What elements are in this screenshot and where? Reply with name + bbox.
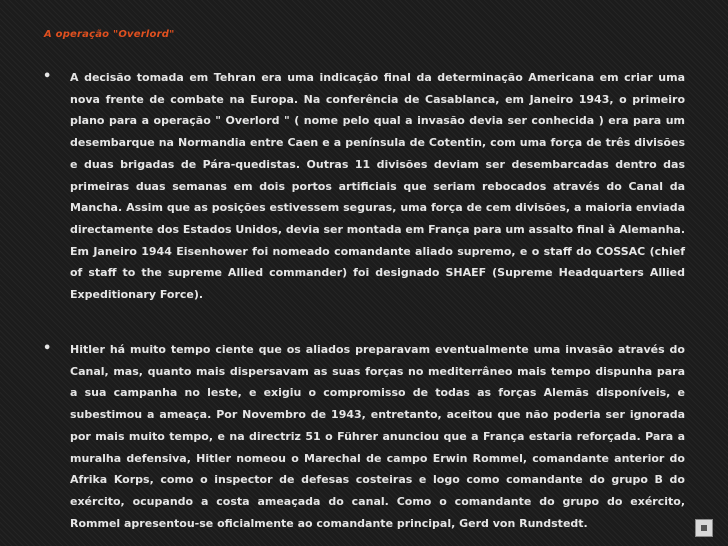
slide-title: A operação "Overlord" — [44, 29, 175, 40]
bullet-marker: • — [43, 69, 52, 84]
bullet-item — [43, 67, 685, 306]
slide-nav-icon — [701, 525, 707, 531]
bullet-item — [43, 339, 685, 534]
slide-nav-button[interactable] — [695, 519, 713, 537]
bullet-marker: • — [43, 341, 52, 356]
bullet-text: Hitler há muito tempo ciente que os aliados preparavam eventualmente uma invasão através do Canal, mas, quanto mais dispersavam as suas forças no mediterrâneo mais tempo dispunha para a sua campanha no leste, e exigiu o compromisso de todas as forças Alemãs disponíveis, e subestimou a ameaça. Por Novembro de 1943, entretanto, aceitou que não poderia ser ignorada por mais muito tempo, e na directriz 51 o Führer anunciou que a França estaria reforçada. Para a muralha defensiva, Hitler nomeou o Marechal de campo Erwin Rommel, comandante anterior do Afrika Korps, como o inspector de defesas costeiras e logo como comandante do grupo B do exército, ocupando a costa ameaçada do canal. Como o comandante do grupo do exército, Rommel apresentou-se oficialmente ao comandante principal, Gerd von Rundstedt. — [70, 343, 685, 530]
bullet-text: A decisão tomada em Tehran era uma indicação final da determinação Americana em criar uma nova frente de combate na Europa. Na conferência de Casablanca, em Janeiro 1943, o primeiro plano para a operação " Overlord " ( nome pelo qual a invasão devia ser conhecida ) era para um desembarque na Normandia entre Caen e a península de Cotentin, com uma força de três divisões e duas brigadas de Pára-quedistas. Outras 11 divisões deviam ser desembarcadas dentro das primeiras duas semanas em dois portos artificiais que seriam rebocados através do Canal da Mancha. Assim que as posições estivessem seguras, uma força de cem divisões, a maioria enviada directamente dos Estados Unidos, devia ser montada em França para um assalto final à Alemanha. Em Janeiro 1944 Eisenhower foi nomeado comandante aliado supremo, e o staff do COSSAC (chief of staff to the supreme Allied commander) foi designado SHAEF (Supreme Headquarters Allied Expeditionary Force). — [70, 71, 685, 302]
